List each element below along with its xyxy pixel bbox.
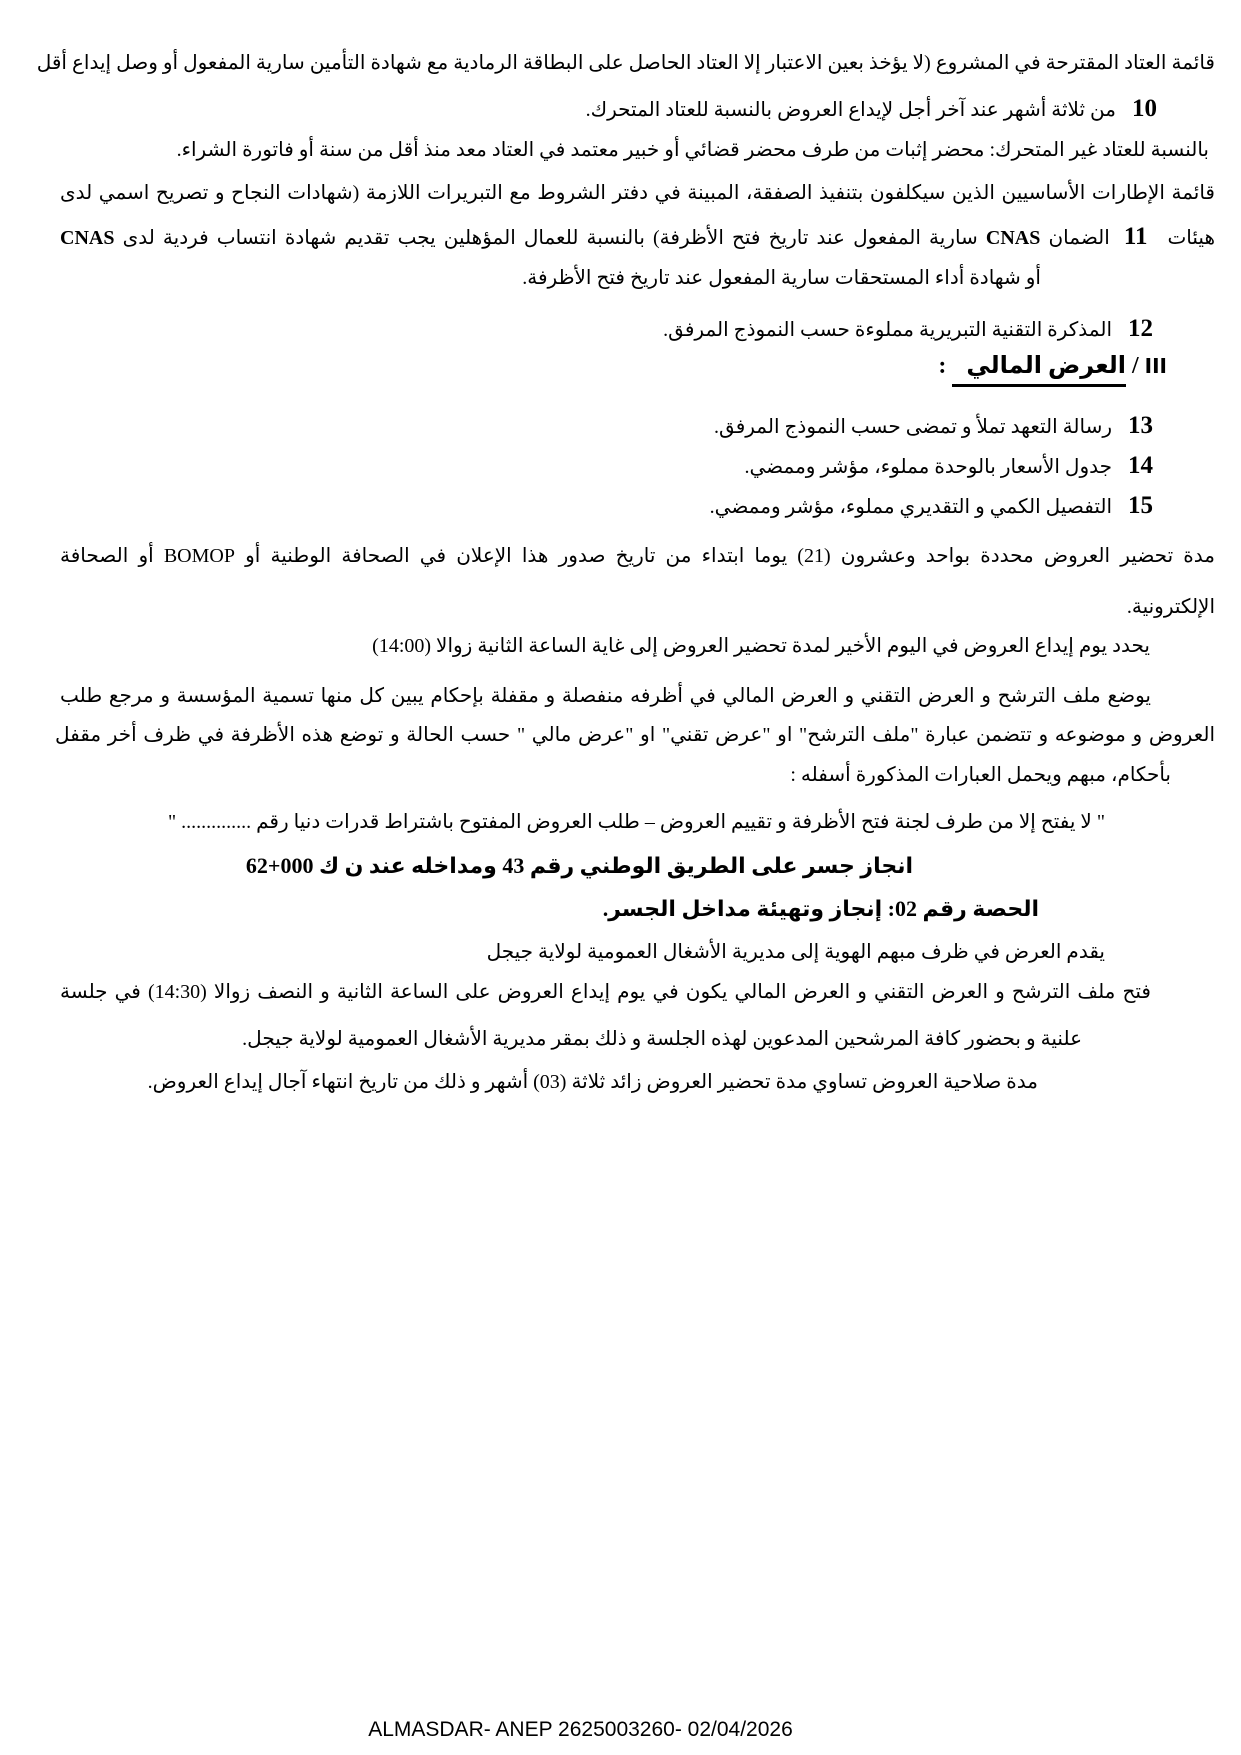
duration-line2: الإلكترونية. [1126, 596, 1215, 618]
item11-line3: أو شهادة أداء المستحقات سارية المفعول عند تاريخ فتح الأظرفة. [522, 267, 1041, 289]
item10-number: 10 [1132, 95, 1157, 122]
section-colon: : [938, 353, 947, 379]
opening-line2: علنية و بحضور كافة المرشحين المدعوين لهذه الجلسة و ذلك بمقر مديرية الأشغال العمومية لولاية جيجل. [242, 1028, 1082, 1050]
item11-line2-part1: الضمان [1048, 227, 1110, 249]
submission-line: يقدم العرض في ظرف مبهم الهوية إلى مديرية الأشغال العمومية لولاية جيجل [486, 941, 1105, 963]
validity-line: مدة صلاحية العروض تساوي مدة تحضير العروض زائد ثلاثة (03) أشهر و ذلك من تاريخ انتهاء آجال إيداع العروض. [147, 1071, 1038, 1093]
section-numeral: III [1144, 354, 1167, 378]
item12-text: المذكرة التقنية التبريرية مملوءة حسب النموذج المرفق. [663, 319, 1112, 341]
envelope-line1: يوضع ملف الترشح و العرض التقني و العرض المالي في أظرفه منفصلة و مقفلة بإحكام يبين كل منها تسمية المؤسسة و مرجع طلب [60, 685, 1151, 707]
envelope-quote: " لا يفتح إلا من طرف لجنة فتح الأظرفة و تقييم العروض – طلب العروض المفتوح باشتراط قدرات دنيا رقم .............. " [167, 811, 1105, 833]
item13-number: 13 [1128, 412, 1153, 439]
item11-line1: قائمة الإطارات الأساسيين الذين سيكلفون بتنفيذ الصفقة، المبينة في دفتر الشروط مع التبريرات اللازمة (شهادات النجاح و تصريح اسمي لدى [60, 182, 1215, 204]
item10-line3: بالنسبة للعتاد غير المتحرك: محضر إثبات من طرف محضر قضائي أو خبير معتمد في العتاد معد منذ أقل من سنة أو فاتورة الشراء. [176, 139, 1209, 161]
cnas-acronym: CNAS [985, 227, 1041, 249]
lot-title: الحصة رقم 02: إنجاز وتهيئة مداخل الجسر. [602, 896, 1039, 921]
item12-number: 12 [1128, 315, 1153, 342]
project-title: انجاز جسر على الطريق الوطني رقم 43 ومداخله عند ن ك 000+62 [245, 853, 913, 878]
duration-line1: مدة تحضير العروض محددة بواحد وعشرون (21) يوما ابتداء من تاريخ صدور هذا الإعلان في الصحافة الوطنية أو BOMOP أو الصحافة [60, 545, 1215, 567]
item14-text: جدول الأسعار بالوحدة مملوء، مؤشر وممضي. [744, 456, 1112, 478]
item15-line [710, 492, 1153, 521]
item14-line [745, 452, 1153, 481]
cnas-acronym-2: CNAS [60, 227, 115, 249]
section-slash: / [1132, 353, 1139, 379]
opening-line1: فتح ملف الترشح و العرض التقني و العرض المالي يكون في يوم إيداع العروض على الساعة الثانية و النصف زوالا (14:30) في جلسة [60, 981, 1151, 1003]
item13-line [714, 412, 1153, 441]
item11-first-word: هيئات [1167, 227, 1215, 249]
envelope-line2: العروض و موضوعه و تتضمن عبارة "ملف الترشح" او "عرض تقني" او "عرض مالي " حسب الحالة و توضع هذه الأظرفة في ظرف أخر مقفل [55, 724, 1215, 746]
item11-line2-part2: سارية المفعول عند تاريخ فتح الأظرفة) بالنسبة للعمال المؤهلين يجب تقديم شهادة انتساب فردية لدى [122, 227, 978, 249]
item12-line [663, 315, 1153, 344]
item15-text: التفصيل الكمي و التقديري مملوء، مؤشر وممضي. [709, 496, 1112, 518]
item10-line2 [586, 95, 1157, 124]
envelope-line3: بأحكام، مبهم ويحمل العبارات المذكورة أسفله : [790, 764, 1171, 786]
footer-anep-reference: ALMASDAR- ANEP 2625003260- 02/04/2026 [368, 1718, 793, 1741]
section-title: العرض المالي [952, 353, 1126, 387]
deposit-day-line: يحدد يوم إيداع العروض في اليوم الأخير لمدة تحضير العروض إلى غاية الساعة الثانية زوالا (14:00) [372, 635, 1150, 657]
item15-number: 15 [1128, 492, 1153, 519]
section-heading [938, 353, 1167, 387]
item11-number: 11 [1123, 223, 1148, 250]
item13-text: رسالة التعهد تملأ و تمضى حسب النموذج المرفق. [714, 416, 1112, 438]
item11-line2 [60, 223, 1215, 252]
item14-number: 14 [1128, 452, 1153, 479]
item10-line1: قائمة العتاد المقترحة في المشروع (لا يؤخذ بعين الاعتبار إلا العتاد الحاصل على البطاقة الرمادية مع شهادة التأمين سارية المفعول أو وصل إيداع أقل [36, 52, 1215, 74]
item10-line2-text: من ثلاثة أشهر عند آخر أجل لإيداع العروض بالنسبة للعتاد المتحرك. [585, 99, 1116, 121]
